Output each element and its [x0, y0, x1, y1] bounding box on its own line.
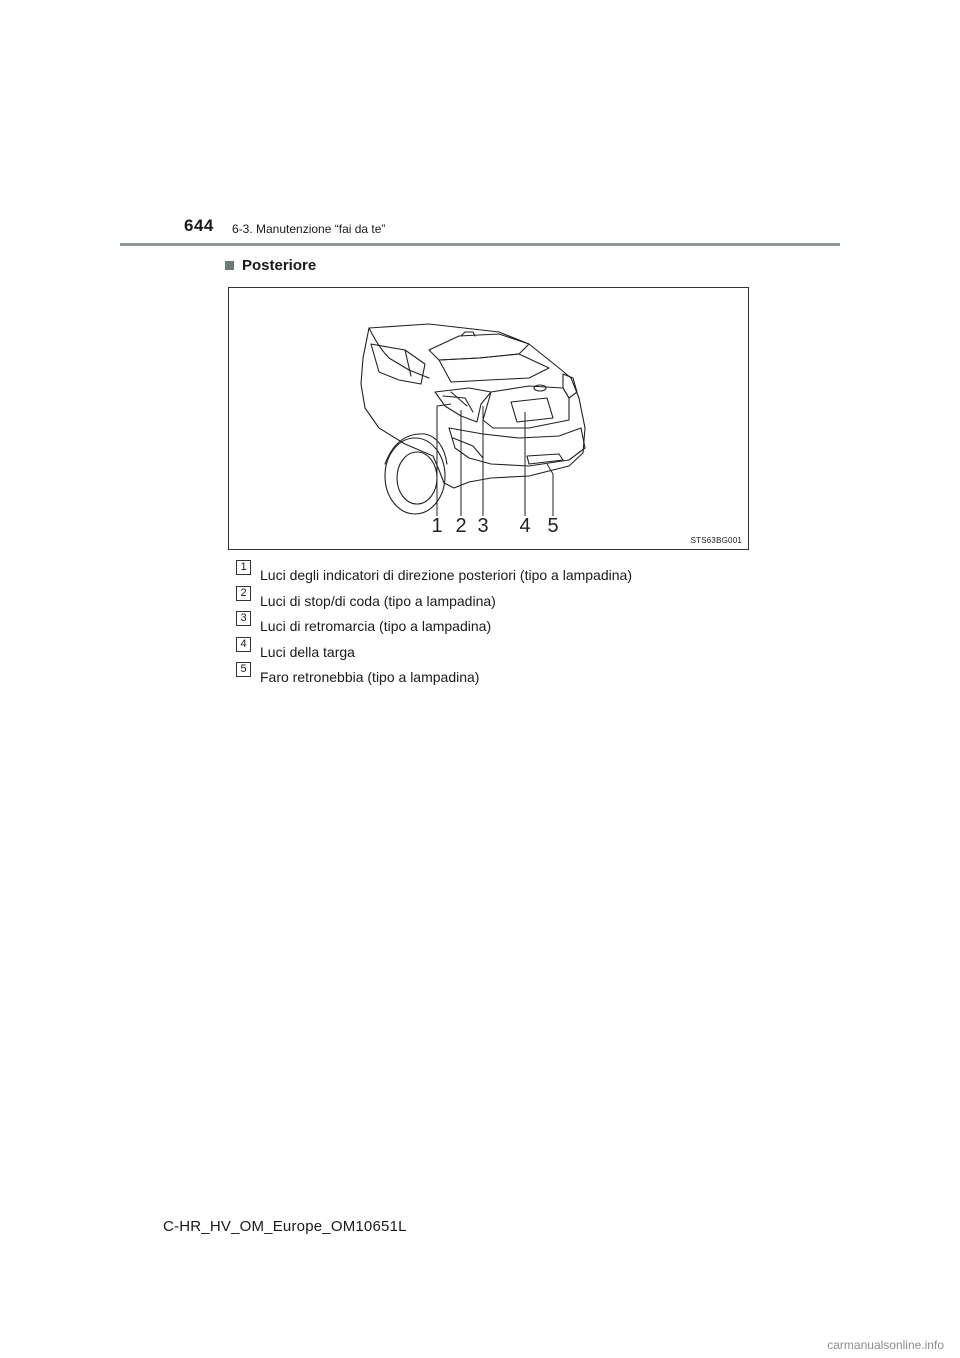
legend-number: 4 — [236, 637, 251, 652]
subheading-label: Posteriore — [242, 257, 317, 274]
legend-number: 5 — [236, 662, 251, 677]
legend-number: 3 — [236, 611, 251, 626]
section-header: 6-3. Manutenzione “fai da te” — [232, 222, 386, 236]
callout-3: 3 — [477, 515, 489, 537]
legend-text: Luci di retromarcia (tipo a lampadina) — [260, 618, 492, 634]
legend-item — [236, 560, 632, 586]
legend-list — [236, 560, 632, 688]
legend-item — [236, 586, 632, 612]
legend-item — [236, 637, 632, 663]
square-bullet-icon — [225, 261, 234, 270]
legend-text: Luci della targa — [260, 643, 355, 660]
legend-text: Luci degli indicatori di direzione posteriori (tipo a lampadina) — [260, 567, 632, 583]
legend-number: 1 — [236, 560, 251, 575]
header-divider — [120, 243, 840, 246]
legend-item — [236, 662, 632, 688]
legend-text: Faro retronebbia (tipo a lampadina) — [260, 669, 480, 685]
figure-code: STS63BG001 — [690, 536, 742, 545]
callout-2: 2 — [455, 515, 467, 537]
manual-code-footer: C-HR_HV_OM_Europe_OM10651L — [163, 1218, 407, 1235]
subheading — [225, 257, 316, 274]
watermark: carmanualsonline.info — [827, 1338, 944, 1352]
callout-5: 5 — [547, 515, 559, 537]
legend-text: Luci di stop/di coda (tipo a lampadina) — [260, 592, 496, 609]
car-rear-illustration — [229, 288, 750, 551]
callout-1: 1 — [431, 515, 443, 537]
page-number: 644 — [184, 216, 214, 235]
legend-item — [236, 611, 632, 637]
callout-4: 4 — [519, 515, 531, 537]
rear-lights-figure — [228, 287, 749, 550]
legend-number: 2 — [236, 586, 251, 601]
